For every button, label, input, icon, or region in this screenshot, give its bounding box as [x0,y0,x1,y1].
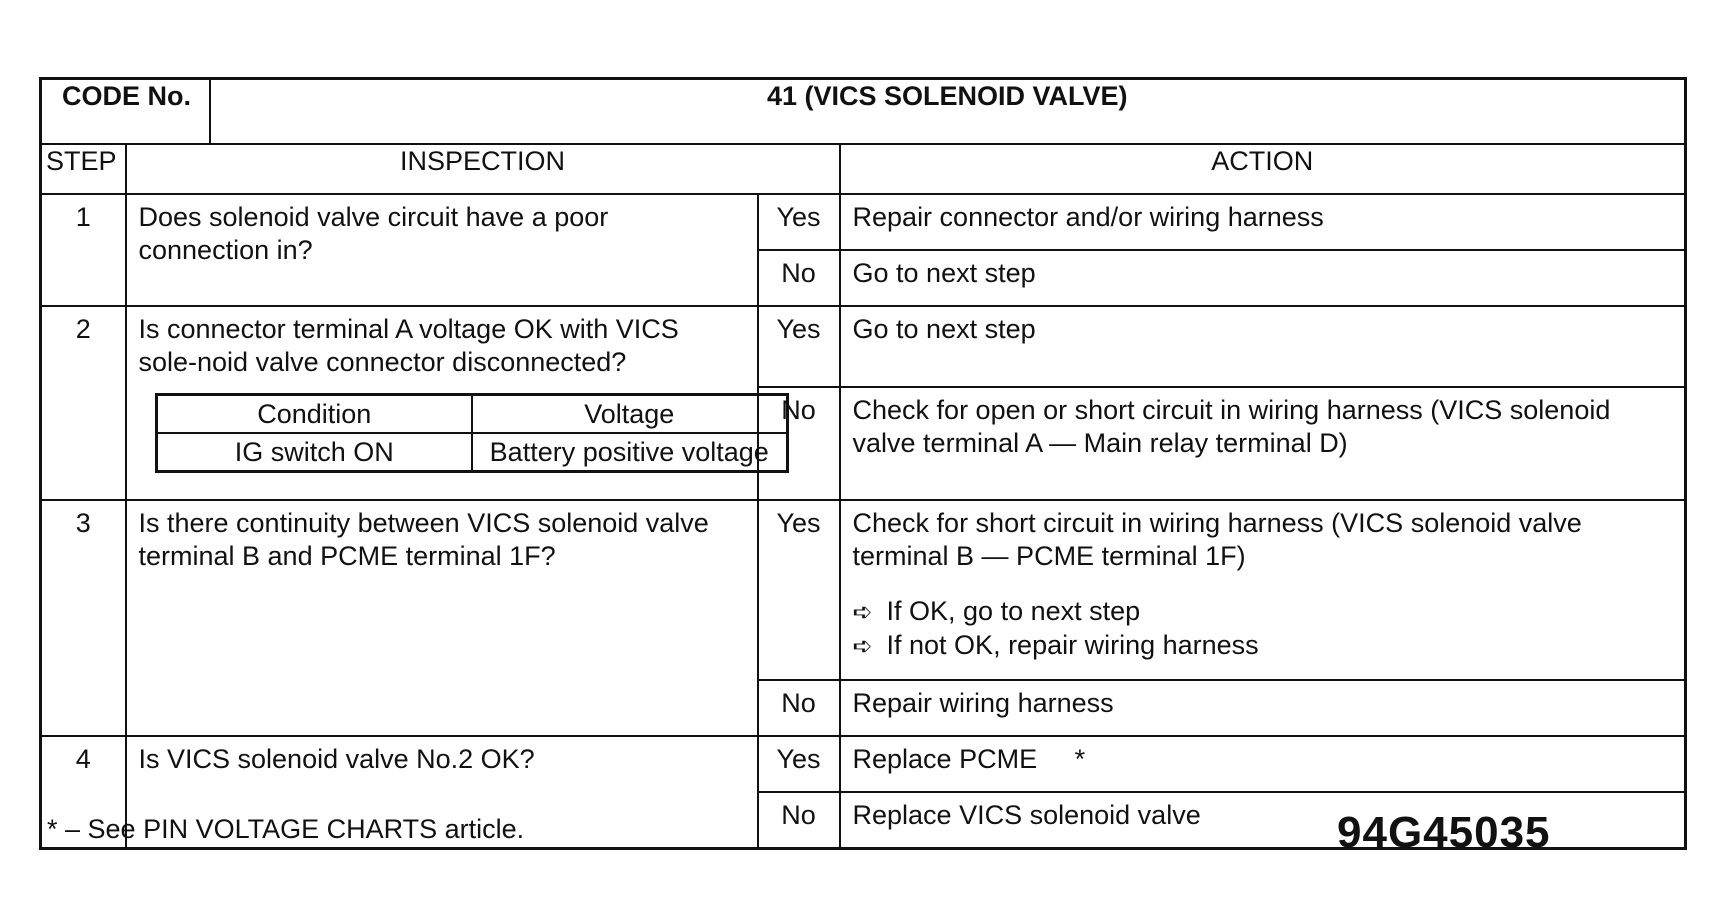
condition-table [155,393,789,473]
code-row [41,79,1686,145]
bullet-text: If OK, go to next step [886,596,1141,626]
footnote: * – See PIN VOLTAGE CHARTS article. [47,814,525,844]
voltage-value: Battery positive voltage [472,433,787,472]
bullet-item [853,629,1673,663]
table-row [41,306,1686,387]
yes-action: Check for short circuit in wiring harness (VICS solenoid valve terminal B — PCME terminal 1F) [852,508,1582,571]
code-label: CODE No. [41,79,210,145]
yes-label: Yes [758,306,840,387]
yes-action: Repair connector and/or wiring harness [840,194,1686,250]
inspection-header: INSPECTION [126,144,840,194]
table-row [41,500,1686,680]
yes-action: Go to next step [840,306,1686,387]
inspection-cell [126,306,769,500]
yes-action-cell [840,500,1686,680]
table-row [41,736,1686,792]
arrow-right-icon: ➪ [852,633,873,660]
condition-header: Condition [156,395,472,434]
arrow-right-icon: ➪ [852,599,873,626]
inspection-text: Is connector terminal A voltage OK with VICS sole-noid valve connector disconnected? [138,314,679,377]
bullet-item [853,595,1673,629]
no-action: Repair wiring harness [840,680,1686,736]
no-label: No [758,387,840,500]
code-title: 41 (VICS SOLENOID VALVE) [210,79,1686,145]
condition-table-wrap [139,379,769,477]
condition-value: IG switch ON [156,433,472,472]
inspection-text: Is VICS solenoid valve No.2 OK? [126,736,758,849]
inspection-text: Does solenoid valve circuit have a poor connection in? [126,194,758,306]
voltage-header: Voltage [472,395,787,434]
no-label: No [758,250,840,306]
step-number: 3 [41,500,126,736]
step-number: 1 [41,194,126,306]
yes-label: Yes [758,736,840,792]
action-header: ACTION [840,144,1686,194]
step-number: 4 [41,736,126,849]
no-action: Go to next step [840,250,1686,306]
no-label: No [758,680,840,736]
table-row [41,194,1686,250]
no-action: Check for open or short circuit in wiring harness (VICS solenoid valve terminal A — Main relay terminal D) [840,387,1686,500]
step-number: 2 [41,306,126,500]
diagnostic-table [39,77,1687,850]
step-header: STEP [41,144,126,194]
bullet-text: If not OK, repair wiring harness [886,630,1259,660]
yes-action: Replace PCME * [840,736,1686,792]
inspection-text: Is there continuity between VICS solenoid valve terminal B and PCME terminal 1F? [126,500,758,736]
yes-label: Yes [758,194,840,250]
header-row [41,144,1686,194]
no-action: Replace VICS solenoid valve [840,792,1686,849]
figure-id: 94G45035 [1337,808,1551,857]
yes-label: Yes [758,500,840,680]
no-label: No [758,792,840,849]
